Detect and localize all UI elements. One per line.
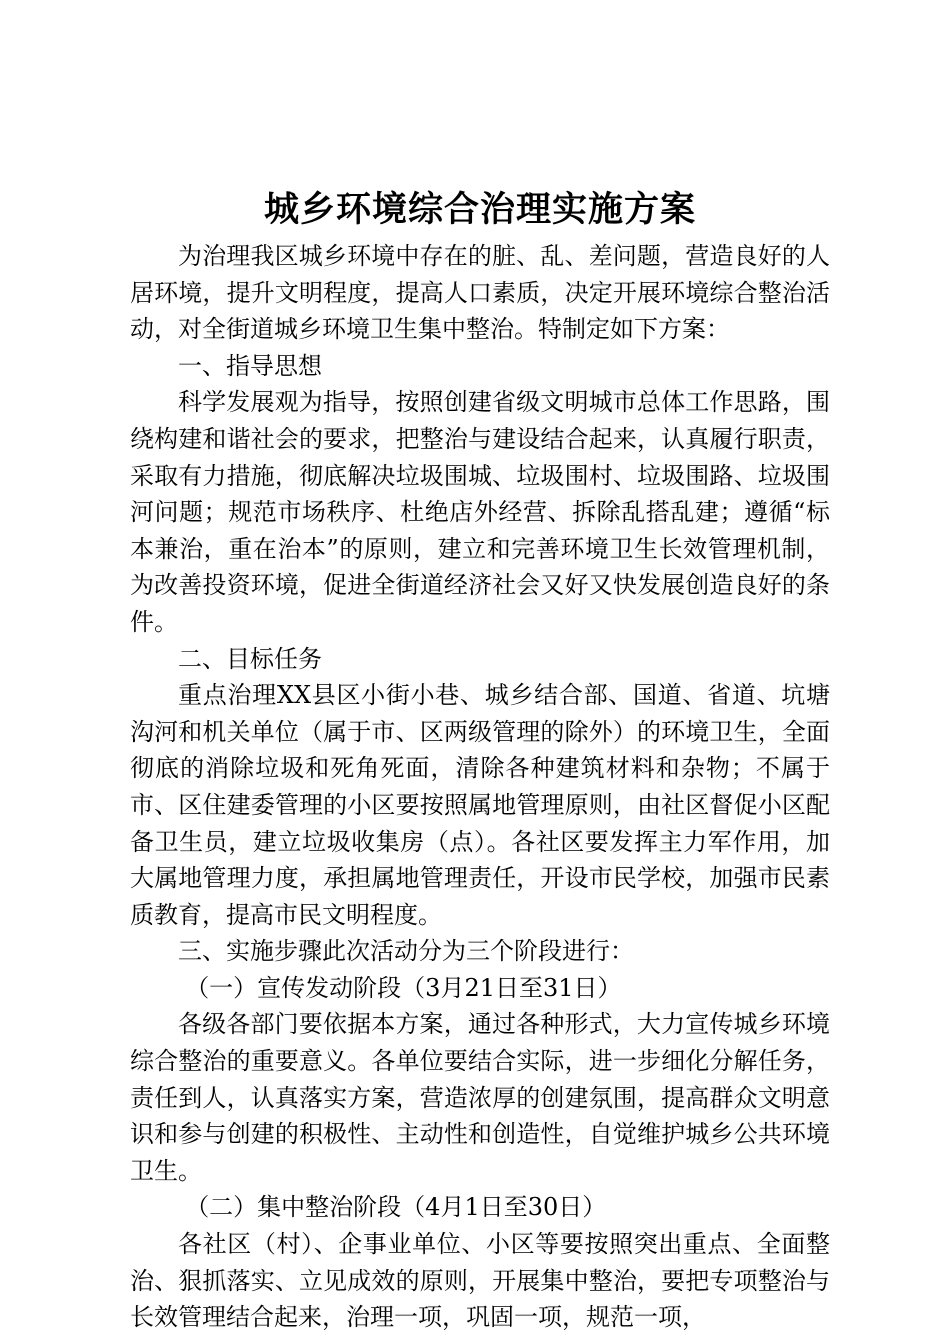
section-heading-steps: 三、实施步骤此次活动分为三个阶段进行： bbox=[178, 937, 634, 966]
stage-heading-concentrated: （二）集中整治阶段（4月1日至30日） bbox=[185, 1193, 607, 1222]
stage-heading-publicity: （一）宣传发动阶段（3月21日至31日） bbox=[185, 973, 622, 1002]
section-heading-guiding-ideology: 一、指导思想 bbox=[178, 351, 322, 380]
section-body-goals: 重点治理XX县区小街小巷、城乡结合部、国道、省道、坑塘沟河和机关单位（属于市、区两级管理的除外）的环境卫生，全面彻底的消除垃圾和死角死面，清除各种建筑材料和杂物；不属于市、区住建委管理的小区要按照属地管理原则，由社区督促小区配备卫生员，建立垃圾收集房（点）。各社区要发挥主力军作用，加大属地管理力度，承担属地管理责任，开设市民学校，加强市民素质教育，提高市民文明程度。 bbox=[130, 681, 830, 929]
stage-body-publicity: 各级各部门要依据本方案，通过各种形式，大力宣传城乡环境综合整治的重要意义。各单位要结合实际，进一步细化分解任务，责任到人，认真落实方案，营造浓厚的创建氛围，提高群众文明意识和参与创建的积极性、主动性和创造性，自觉维护城乡公共环境卫生。 bbox=[130, 1010, 830, 1185]
stage-body-concentrated: 各社区（村）、企事业单位、小区等要按照突出重点、全面整治、狠抓落实、立见成效的原则，开展集中整治，要把专项整治与长效管理结合起来，治理一项，巩固一项，规范一项， bbox=[130, 1230, 830, 1332]
section-body-guiding-ideology: 科学发展观为指导，按照创建省级文明城市总体工作思路，围绕构建和谐社会的要求，把整治与建设结合起来，认真履行职责，采取有力措施，彻底解决垃圾围城、垃圾围村、垃圾围路、垃圾围河问题；规范市场秩序、杜绝店外经营、拆除乱搭乱建；遵循“标本兼治，重在治本”的原则，建立和完善环境卫生长效管理机制，为改善投资环境，促进全街道经济社会又好又快发展创造良好的条件。 bbox=[130, 388, 830, 636]
intro-paragraph: 为治理我区城乡环境中存在的脏、乱、差问题，营造良好的人居环境，提升文明程度，提高人口素质，决定开展环境综合整治活动，对全街道城乡环境卫生集中整治。特制定如下方案： bbox=[130, 242, 830, 344]
document-page bbox=[130, 186, 830, 1336]
document-title: 城乡环境综合治理实施方案 bbox=[263, 189, 696, 230]
section-heading-goals: 二、目标任务 bbox=[178, 644, 322, 673]
